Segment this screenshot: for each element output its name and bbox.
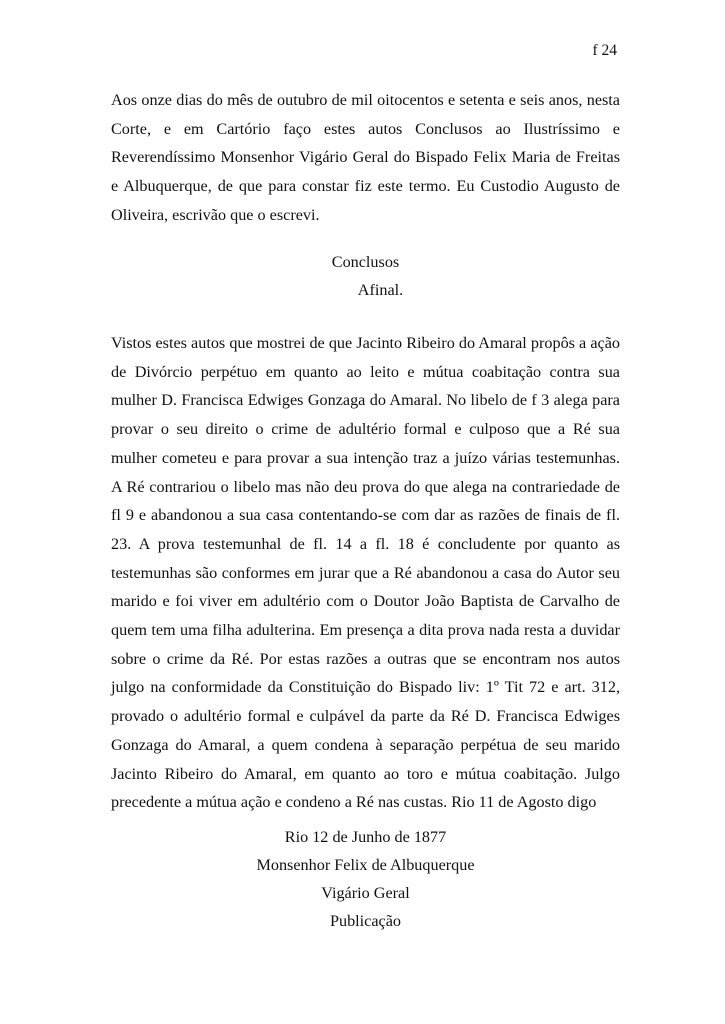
signature-block <box>111 823 620 935</box>
opening-paragraph: Aos onze dias do mês de outubro de mil oitocentos e setenta e seis anos, nesta Corte, e em Cartório faço estes autos Conclusos ao Ilustríssimo e Reverendíssimo Monsenhor Vigário Geral do Bispado Felix Maria de Freitas e Albuquerque, de que para constar fiz este termo. Eu Custodio Augusto de Oliveira, escrivão que o escrevi. <box>111 91 620 224</box>
judgment-paragraph: Vistos estes autos que mostrei de que Jacinto Ribeiro do Amaral propôs a ação de Divórcio perpétuo em quanto ao leito e mútua coabitação contra sua mulher D. Francisca Edwiges Gonzaga do Amaral. No libelo de f 3 alega para provar o seu direito o crime de adultério formal e culposo que a Ré sua mulher cometeu e para provar a sua intenção traz a juízo várias testemunhas. A Ré contrariou o libelo mas não deu prova do que alega na contrariedade de fl 9 e abandonou a sua casa contentando-se com dar as razões de finais de fl. 23. A prova testemunhal de fl. 14 a fl. 18 é concludente por quanto as testemunhas são conformes em jurar que a Ré abandonou a casa do Autor seu marido e foi viver em adultério com o Doutor João Baptista de Carvalho de quem tem uma filha adulterina. Em presença a dita prova nada resta a duvidar sobre o crime da Ré. Por estas razões a outras que se encontram nos autos julgo na conformidade da Constituição do Bispado liv: 1º Tit 72 e art. 312, provado o adultério formal e culpável da parte da Ré D. Francisca Edwiges Gonzaga do Amaral, a quem condena à separação perpétua de seu marido Jacinto Ribeiro do Amaral, em quanto ao toro e mútua coabitação. Julgo precedente a mútua ação e condeno a Ré nas custas. Rio 11 de Agosto digo <box>111 334 620 812</box>
conclusos-heading <box>111 248 620 304</box>
heading-afinal: Afinal. <box>357 281 404 299</box>
page-number: f 24 <box>592 42 617 59</box>
signature-title: Vigário Geral <box>321 884 410 902</box>
heading-conclusos: Conclusos <box>331 253 400 271</box>
signature-name: Monsenhor Felix de Albuquerque <box>256 856 475 874</box>
signature-note: Publicação <box>329 912 402 930</box>
signature-date: Rio 12 de Junho de 1877 <box>284 828 447 846</box>
